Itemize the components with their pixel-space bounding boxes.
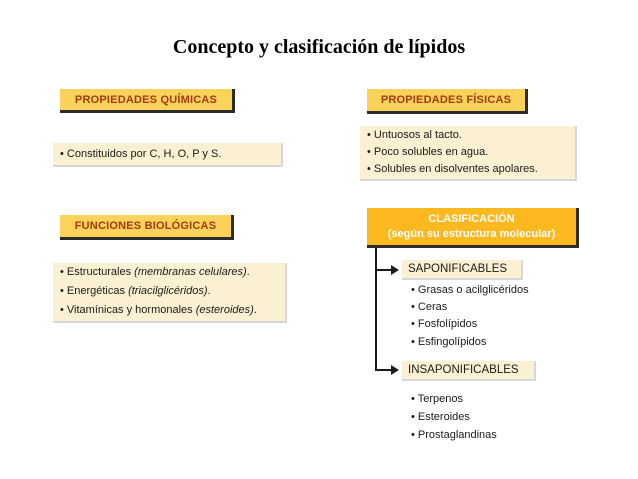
header-propiedades-quimicas-label: PROPIEDADES QUÍMICAS [74, 93, 218, 106]
header-propiedades-fisicas-label: PROPIEDADES FÍSICAS [380, 94, 512, 106]
list-item: • Esfingolípidos [411, 336, 487, 348]
connector-arrow-insaponificables [375, 369, 392, 371]
list-item: • Untuosos al tacto. [367, 129, 462, 141]
item-suffix: . [207, 285, 211, 297]
header-clasificacion [367, 208, 579, 248]
connector-arrow-saponificables [375, 269, 392, 271]
list-item: • Prostaglandinas [411, 429, 497, 441]
item-suffix: . [246, 266, 250, 278]
panel-funciones-biologicas [53, 263, 287, 323]
clasificacion-subtitle: (según su estructura molecular) [387, 228, 556, 240]
list-item [60, 266, 250, 278]
insaponificables-text: INSAPONIFICABLES [408, 364, 519, 376]
item-italic: (membranas celulares) [134, 266, 247, 278]
list-item: • Terpenos [411, 393, 463, 405]
item-prefix: • Vitamínicas y hormonales [60, 304, 196, 316]
header-funciones-biologicas-label: FUNCIONES BIOLÓGICAS [74, 220, 217, 232]
item-suffix: . [253, 304, 257, 316]
label-saponificables [402, 260, 523, 280]
item-prefix: • Energéticas [60, 285, 129, 297]
header-propiedades-quimicas [60, 89, 235, 113]
panel-propiedades-fisicas [360, 126, 577, 181]
arrow-right-icon [391, 265, 399, 275]
header-funciones-biologicas [60, 215, 234, 240]
list-item [60, 285, 211, 297]
item-italic: (esteroides) [195, 304, 254, 316]
header-propiedades-fisicas [367, 89, 528, 114]
list-item: • Constituidos por C, H, O, P y S. [60, 148, 222, 160]
list-item: • Fosfolípidos [411, 318, 478, 330]
list-item: • Grasas o acilglicéridos [411, 284, 529, 296]
list-item: • Ceras [411, 301, 448, 313]
panel-propiedades-quimicas [53, 143, 283, 167]
saponificables-text: SAPONIFICABLES [408, 263, 508, 275]
item-prefix: • Estructurales [60, 266, 135, 278]
list-item [60, 304, 257, 316]
clasificacion-title: CLASIFICACIÓN [428, 213, 515, 225]
arrow-right-icon [391, 365, 399, 375]
connector-vertical-line [375, 248, 377, 370]
label-insaponificables [402, 361, 536, 381]
list-item: • Solubles en disolventes apolares. [367, 163, 538, 175]
list-item: • Esteroides [411, 411, 470, 423]
list-item: • Poco solubles en agua. [367, 146, 489, 158]
item-italic: (triacilglicéridos) [128, 285, 208, 297]
page-title: Concepto y clasificación de lípidos [172, 36, 466, 58]
